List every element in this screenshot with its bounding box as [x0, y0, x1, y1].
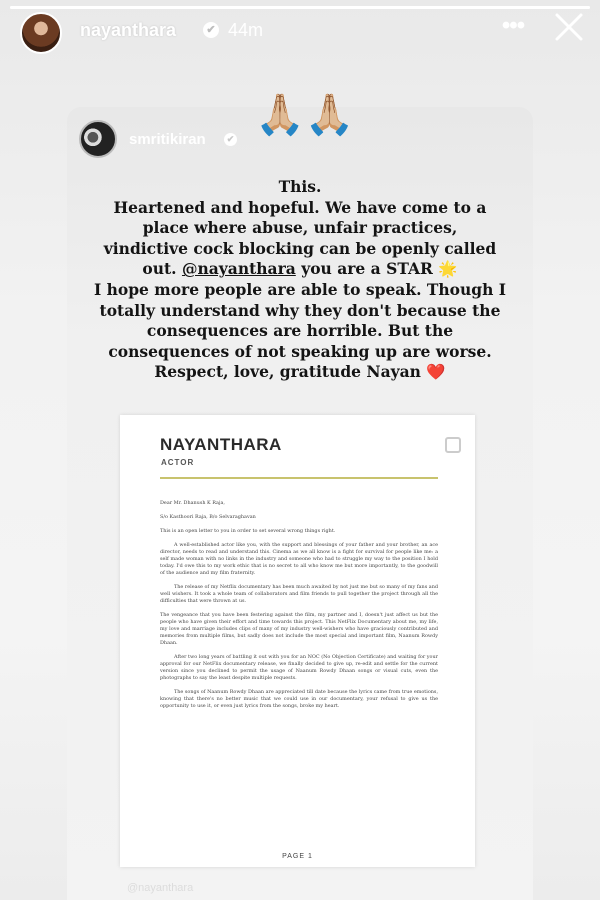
caption-line: consequences are horrible. But the [146, 321, 454, 341]
caption-line: I hope more people are able to speak. Though I [93, 279, 507, 299]
repost-caption [82, 177, 518, 383]
more-icon[interactable]: ••• [501, 12, 525, 39]
story-progress-bar [10, 6, 590, 9]
verified-badge-icon: ✔ [203, 22, 219, 38]
folded-hands-emoji: 🙏🏼🙏🏼 [255, 93, 355, 137]
caption-line: This. [278, 177, 322, 196]
repost-avatar[interactable] [79, 120, 117, 158]
story-username[interactable]: nayanthara [80, 20, 177, 40]
caption-text: out. [142, 259, 177, 279]
repost-username[interactable]: smritikiran [129, 131, 206, 148]
verified-badge-icon: ✔ [224, 133, 237, 146]
letter-paragraph: The release of my Netflix documentary has been much awaited by not just me but so many of my fans and well wishers. It took a whole team of collaborators and film friends to pull together the project through all the difficulties that were thrown at us. [160, 584, 438, 604]
caption-line: totally understand why they don't because the [99, 300, 501, 320]
letter-page-number: PAGE 1 [282, 853, 313, 860]
story-timestamp: 44m [228, 20, 264, 40]
letter-paragraph: A well-established actor like you, with the support and blessings of your father and your brother, an ace director, needs to read and understand this. Cinema as we all know is a fight for survival for people like me: a self made woman with no links in the industry and someone who had to struggle my way to the position I hold today. I'd owe this to my work ethic that is no secret to all who know me but more importantly, to the goodwill of the audience and my film fraternity. [160, 542, 438, 576]
story-header [0, 10, 600, 50]
caption-line: consequences of not speaking up are worse. [108, 341, 492, 361]
letter-relation: S/o Kasthoori Raja, B/o Selvaraghavan [160, 514, 256, 520]
letter-paragraph: The vengeance that you have been festering against the film, my partner and I, doesn't just affect us but the people who have given their effort and time towards this project. This NetFlix Documentary about me, my life, my love and marriage includes clips of many of my industry well-wishers who have graciously contributed and memories from multiple films, but sadly does not include the most special and important film, Naanum Rowdy Dhaan. [160, 612, 438, 646]
reposted-post-card[interactable] [67, 93, 533, 900]
letter-salutation: Dear Mr. Dhanush K Raja, [160, 500, 225, 506]
caption-line: Respect, love, gratitude Nayan ❤️ [154, 362, 446, 382]
letter-paragraph: After two long years of battling it out with you for an NOC (No Objection Certificate) and waiting for your approval for our NetFlix documentary release, we finally decided to give up, re-edit and settle for the current version since you declined to permit the usage of Naanum Rowdy Dhaan songs or visual cuts, even the photographs to say the least despite multiple requests. [160, 654, 438, 681]
close-icon[interactable] [552, 10, 586, 44]
mention-link[interactable]: @nayanthara [181, 259, 296, 279]
watermark: @nayanthara [127, 882, 194, 894]
checkbox-icon [445, 437, 461, 453]
open-letter-image [120, 415, 475, 867]
letter-paragraph: This is an open letter to you in order to set several wrong things right. [160, 528, 336, 534]
letter-subtitle: ACTOR [161, 458, 195, 467]
caption-line: vindictive cock blocking can be openly called [103, 238, 497, 258]
caption-line: Heartened and hopeful. We have come to a [113, 197, 487, 217]
caption-line [82, 259, 518, 280]
caption-text: you are a STAR 🌟 [301, 259, 458, 279]
letter-body [160, 500, 438, 717]
story-progress-fill [10, 6, 590, 9]
avatar[interactable] [20, 12, 62, 54]
letter-brand: NAYANTHARA [160, 435, 282, 454]
caption-line: place where abuse, unfair practices, [142, 218, 458, 238]
letter-paragraph: The songs of Naanum Rowdy Dhaan are appreciated till date because the lyrics came from true emotions, knowing that there's no better music that we could use in our documentary, your refusal to give us the opportunity to use it, or even just lyrics from the songs, broke my heart. [160, 689, 438, 709]
letter-divider [160, 477, 438, 479]
